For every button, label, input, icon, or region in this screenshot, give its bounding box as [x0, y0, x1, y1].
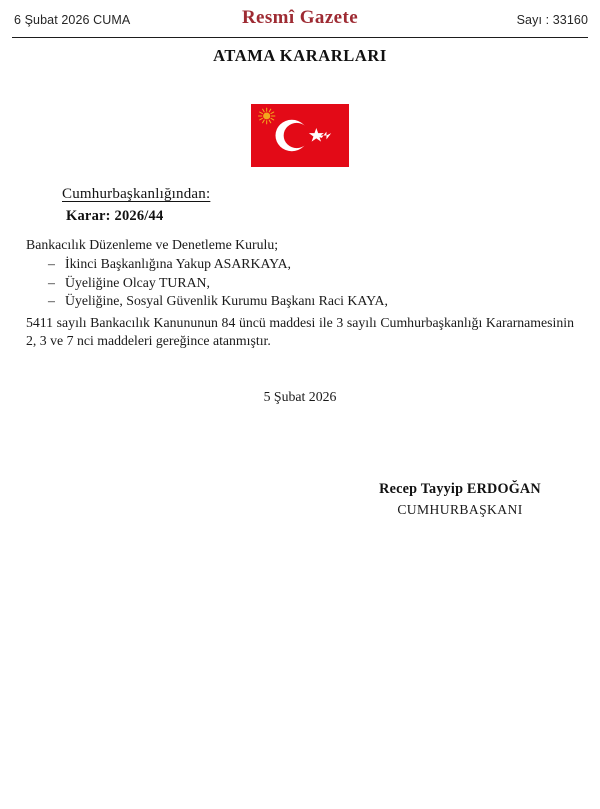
board-name: Bankacılık Düzenleme ve Denetleme Kurulu; — [26, 237, 279, 252]
masthead-divider — [12, 37, 588, 38]
masthead — [0, 0, 600, 38]
issue-number: Sayı : 33160 — [516, 13, 588, 27]
dash-icon: – — [48, 256, 55, 271]
appointment-list — [26, 255, 574, 311]
gazette-title: Resmî Gazete — [241, 7, 359, 28]
flag-container — [251, 104, 349, 167]
appointment-text: Üyeliğine, Sosyal Güvenlik Kurumu Başkanı Raci KAYA, — [65, 293, 388, 309]
publication-date: 6 Şubat 2026 CUMA — [14, 13, 131, 27]
signature-block — [320, 479, 600, 521]
list-item — [26, 292, 574, 311]
turkish-flag-icon — [251, 104, 349, 167]
appointment-text: İkinci Başkanlığına Yakup ASARKAYA, — [65, 256, 292, 271]
section-heading: ATAMA KARARLARI — [213, 46, 387, 65]
signatory-name: Recep Tayyip ERDOĞAN — [379, 481, 541, 497]
signatory-title: CUMHURBAŞKANI — [397, 502, 523, 517]
decree-body — [26, 236, 574, 351]
issuing-authority: Cumhurbaşkanlığından: — [62, 186, 211, 202]
decision-number: Karar: 2026/44 — [66, 208, 164, 224]
appointment-text: Üyeliğine Olcay TURAN, — [65, 274, 210, 290]
dash-icon: – — [48, 293, 55, 309]
dash-icon: – — [48, 274, 55, 290]
decree-date: 5 Şubat 2026 — [263, 389, 337, 404]
list-item — [26, 274, 574, 293]
list-item — [26, 255, 574, 274]
legal-basis-paragraph: 5411 sayılı Bankacılık Kanununun 84 üncü maddesi ile 3 sayılı Cumhurbaşkanlığı Kararnamesinin 2, 3 ve 7 nci maddeleri gereğince atanmıştır. — [26, 314, 574, 349]
